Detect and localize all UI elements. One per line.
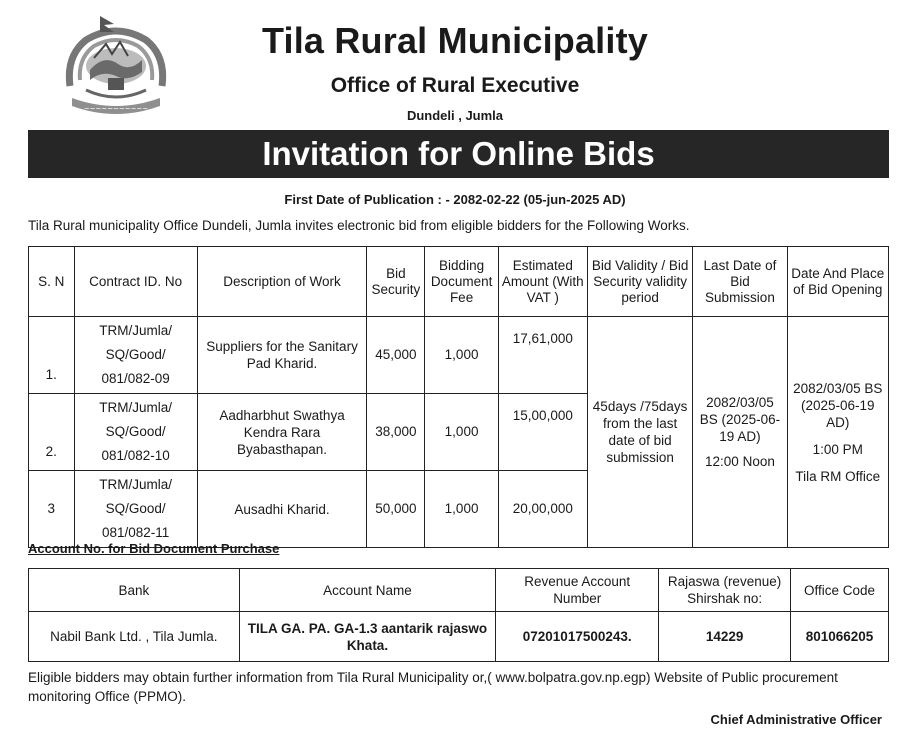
row-description: Suppliers for the Sanitary Pad Kharid. <box>197 317 367 394</box>
account-name: TILA GA. PA. GA-1.3 aantarik rajaswo Khata. <box>239 612 496 662</box>
svg-text:~~~~~~~~~~~: ~~~~~~~~~~~ <box>83 105 149 113</box>
row-amount: 17,61,000 <box>498 317 587 394</box>
office-name: Office of Rural Executive <box>330 74 580 97</box>
row-amount: 15,00,000 <box>498 394 587 471</box>
last-date: 2082/03/05 BS (2025-06-19 AD) <box>699 395 781 444</box>
bank-name: Nabil Bank Ltd. , Tila Jumla. <box>29 612 240 662</box>
header-bid-validity: Bid Validity / Bid Security validity period <box>587 247 693 317</box>
row-sn: 3 <box>29 471 75 548</box>
header-description: Description of Work <box>197 247 367 317</box>
row-contract-id: TRM/Jumla/ SQ/Good/ 081/082-11 <box>74 471 197 548</box>
account-table <box>28 568 889 662</box>
opening-place: Tila RM Office <box>795 468 881 484</box>
nepal-emblem-icon <box>56 14 176 122</box>
row-description: Ausadhi Kharid. <box>197 471 367 548</box>
row-bid-security: 50,000 <box>367 471 425 548</box>
shirshak-number: 14229 <box>659 612 791 662</box>
footer-info: Eligible bidders may obtain further information from Tila Rural Municipality or,( www.bolpatra.gov.np.egp) Website of Public procurement monitoring Office (PPMO). <box>28 670 838 704</box>
opening-date: 2082/03/05 BS (2025-06-19 AD) <box>793 380 883 430</box>
opening-time: 1:00 PM <box>812 441 863 457</box>
publication-date: First Date of Publication : - 2082-02-22 (05-jun-2025 AD) <box>284 192 626 207</box>
last-time: 12:00 Noon <box>705 454 775 469</box>
row-amount: 20,00,000 <box>498 471 587 548</box>
header-sn: S. N <box>29 247 75 317</box>
header-account-name: Account Name <box>239 569 496 612</box>
account-heading: Account No. for Bid Document Purchase <box>28 541 280 556</box>
header-rajaswa: Rajaswa (revenue) Shirshak no: <box>659 569 791 612</box>
row-bid-security: 38,000 <box>367 394 425 471</box>
table-row <box>29 612 889 662</box>
row-contract-id: TRM/Jumla/ SQ/Good/ 081/082-10 <box>74 394 197 471</box>
row-sn: 2. <box>29 394 75 471</box>
last-date-cell <box>693 317 787 548</box>
row-doc-fee: 1,000 <box>425 471 498 548</box>
notice-banner: Invitation for Online Bids <box>28 130 889 178</box>
intro-text: Tila Rural municipality Office Dundeli, Jumla invites electronic bid from eligible bidders for the Following Works. <box>28 218 690 233</box>
row-contract-id: TRM/Jumla/ SQ/Good/ 081/082-09 <box>74 317 197 394</box>
header-doc-fee: Bidding Document Fee <box>425 247 498 317</box>
row-bid-security: 45,000 <box>367 317 425 394</box>
row-description: Aadharbhut Swathya Kendra Rara Byabasthapan. <box>197 394 367 471</box>
bid-validity-cell <box>587 317 693 548</box>
account-number: 07201017500243. <box>496 612 659 662</box>
works-table <box>28 246 889 548</box>
header-opening: Date And Place of Bid Opening <box>787 247 888 317</box>
org-title: Tila Rural Municipality <box>261 20 648 61</box>
header-contract-id: Contract ID. No <box>74 247 197 317</box>
header-bid-security: Bid Security <box>367 247 425 317</box>
row-doc-fee: 1,000 <box>425 394 498 471</box>
office-code: 801066205 <box>791 612 889 662</box>
row-doc-fee: 1,000 <box>425 317 498 394</box>
header-bank: Bank <box>29 569 240 612</box>
row-sn: 1. <box>29 317 75 394</box>
header-last-date: Last Date of Bid Submission <box>693 247 787 317</box>
signature: Chief Administrative Officer <box>710 712 882 727</box>
header-revenue-account: Revenue Account Number <box>496 569 659 612</box>
office-location: Dundeli , Jumla <box>406 108 504 123</box>
header-office-code: Office Code <box>791 569 889 612</box>
bid-validity: 45days /75days from the last date of bid submission <box>592 399 688 465</box>
opening-cell <box>787 317 888 548</box>
header-estimated-amount: Estimated Amount (With VAT ) <box>498 247 587 317</box>
table-row <box>29 317 889 394</box>
